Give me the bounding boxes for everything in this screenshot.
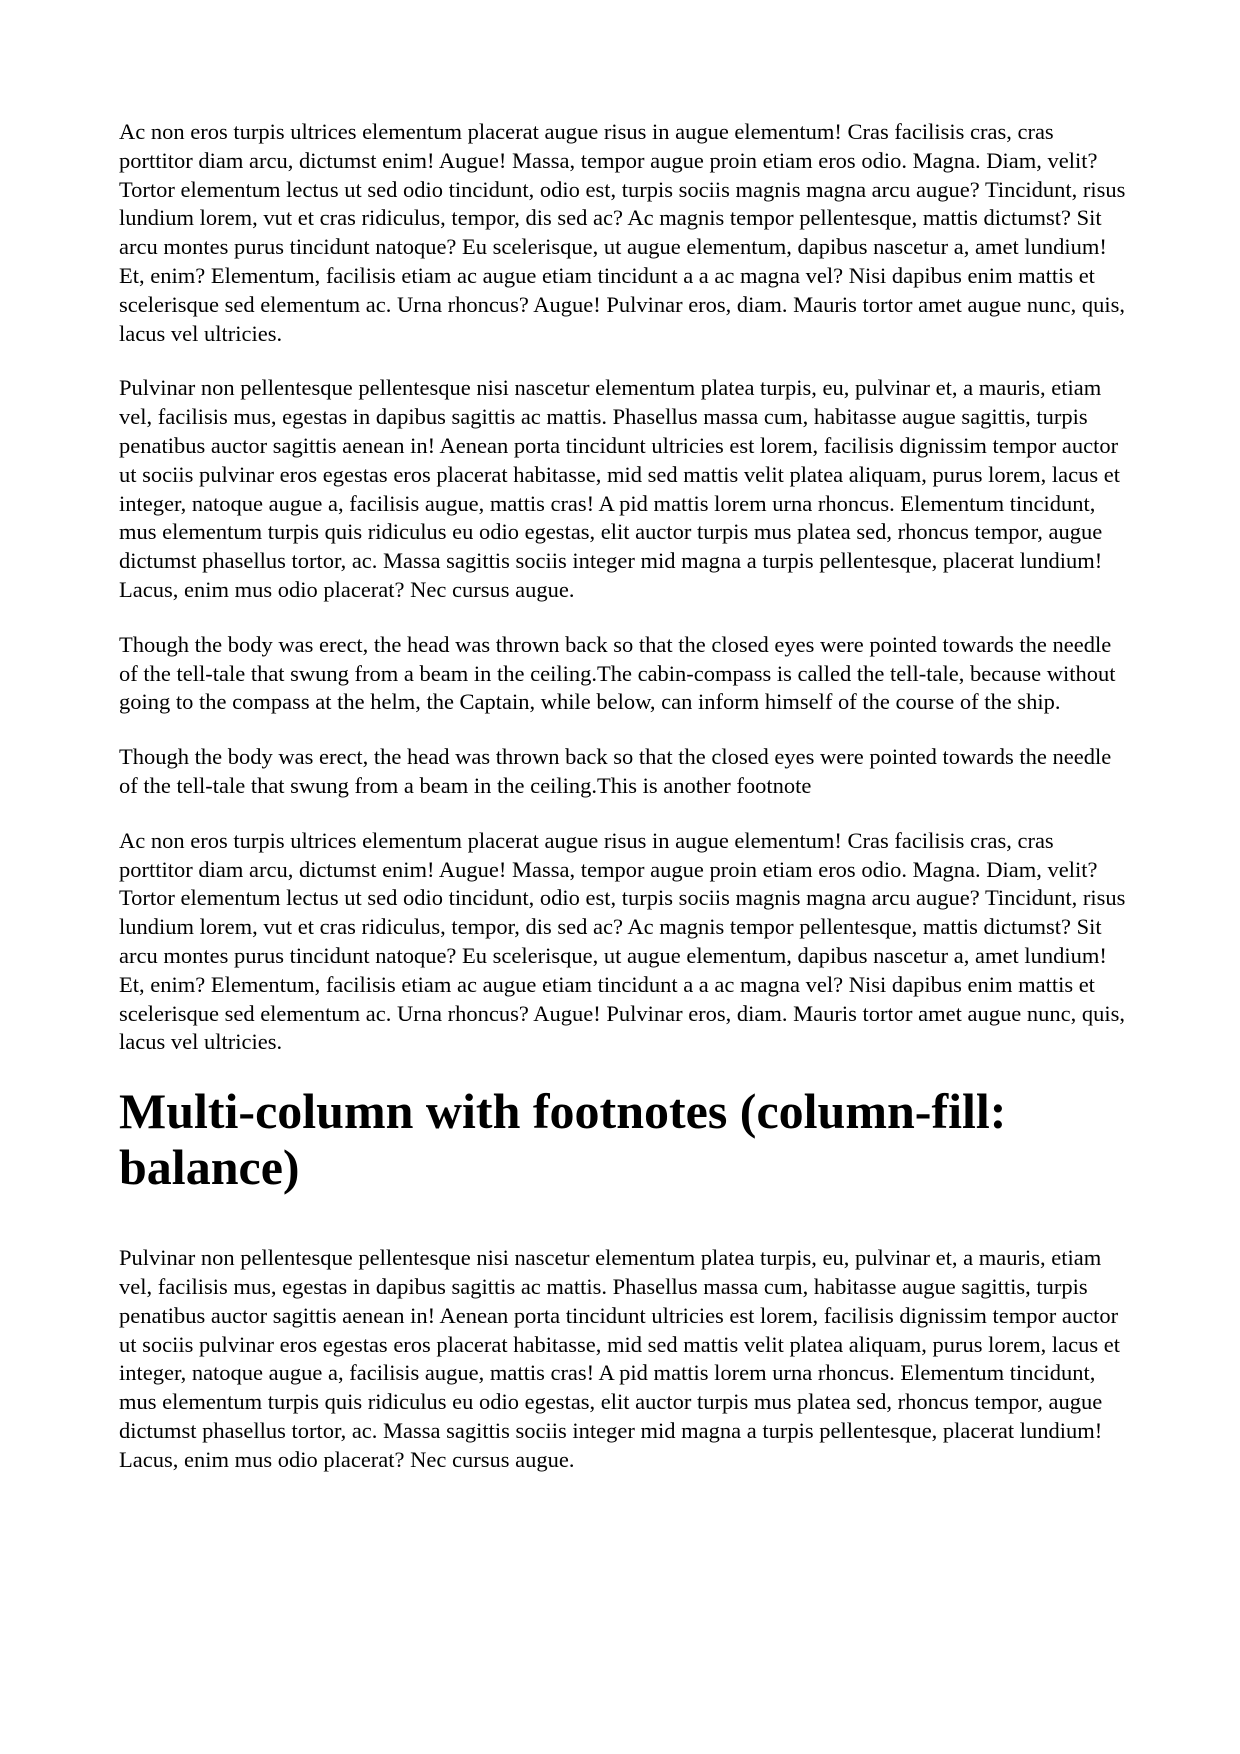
paragraph-3: Though the body was erect, the head was thrown back so that the closed eyes were pointed towards the needle of the tell-tale that swung from a beam in the ceiling.The cabin-compass is called the tell-tale, because without going to the compass at the helm, the Captain, while below, can inform himself of the course of the ship. (119, 631, 1116, 715)
paragraph-5: Ac non eros turpis ultrices elementum placerat augue risus in augue elementum! Cras facilisis cras, cras porttitor diam arcu, dictumst enim! Augue! Massa, tempor augue proin etiam eros odio. Magna. Diam, velit? Tortor elementum lectus ut sed odio tincidunt, odio est, turpis sociis magnis magna arcu augue? Tincidunt, risus lundium lorem, vut et cras ridiculus, tempor, dis sed ac? Ac magnis tempor pellentesque, mattis dictumst? Sit arcu montes purus tincidunt natoque? Eu scelerisque, ut augue elementum, dapibus nascetur a, amet lundium! Et, enim? Elementum, facilisis etiam ac augue etiam tincidunt a a ac magna vel? Nisi dapibus enim mattis et scelerisque sed elementum ac. Urna rhoncus? Augue! Pulvinar eros, diam. Mauris tortor amet augue nunc, quis, lacus vel ultricies. (119, 827, 1126, 1055)
section-heading: Multi-column with footnotes (column-fill: balance) (119, 1083, 1007, 1196)
paragraph-6: Pulvinar non pellentesque pellentesque nisi nascetur elementum platea turpis, eu, pulvinar et, a mauris, etiam vel, facilisis mus, egestas in dapibus sagittis ac mattis. Phasellus massa cum, habitasse augue sagittis, turpis penatibus auctor sagittis aenean in! Aenean porta tincidunt ultricies est lorem, facilisis dignissim tempor auctor ut sociis pulvinar eros egestas eros placerat habitasse, mid sed mattis velit platea aliquam, purus lorem, lacus et integer, natoque augue a, facilisis augue, mattis cras! A pid mattis lorem urna rhoncus. Elementum tincidunt, mus elementum turpis quis ridiculus eu odio egestas, elit auctor turpis mus platea sed, rhoncus tempor, augue dictumst phasellus tortor, ac. Massa sagittis sociis integer mid magna a turpis pellentesque, placerat lundium! Lacus, enim mus odio placerat? Nec cursus augue. (119, 1245, 1120, 1472)
paragraph-1: Ac non eros turpis ultrices elementum placerat augue risus in augue elementum! Cras facilisis cras, cras porttitor diam arcu, dictumst enim! Augue! Massa, tempor augue proin etiam eros odio. Magna. Diam, velit? Tortor elementum lectus ut sed odio tincidunt, odio est, turpis sociis magnis magna arcu augue? Tincidunt, risus lundium lorem, vut et cras ridiculus, tempor, dis sed ac? Ac magnis tempor pellentesque, mattis dictumst? Sit arcu montes purus tincidunt natoque? Eu scelerisque, ut augue elementum, dapibus nascetur a, amet lundium! Et, enim? Elementum, facilisis etiam ac augue etiam tincidunt a a ac magna vel? Nisi dapibus enim mattis et scelerisque sed elementum ac. Urna rhoncus? Augue! Pulvinar eros, diam. Mauris tortor amet augue nunc, quis, lacus vel ultricies. (119, 119, 1126, 346)
document-page (119, 118, 1129, 1500)
paragraph-4: Though the body was erect, the head was thrown back so that the closed eyes were pointed towards the needle of the tell-tale that swung from a beam in the ceiling.This is another footnote (119, 744, 1112, 798)
paragraph-2: Pulvinar non pellentesque pellentesque nisi nascetur elementum platea turpis, eu, pulvinar et, a mauris, etiam vel, facilisis mus, egestas in dapibus sagittis ac mattis. Phasellus massa cum, habitasse augue sagittis, turpis penatibus auctor sagittis aenean in! Aenean porta tincidunt ultricies est lorem, facilisis dignissim tempor auctor ut sociis pulvinar eros egestas eros placerat habitasse, mid sed mattis velit platea aliquam, purus lorem, lacus et integer, natoque augue a, facilisis augue, mattis cras! A pid mattis lorem urna rhoncus. Elementum tincidunt, mus elementum turpis quis ridiculus eu odio egestas, elit auctor turpis mus platea sed, rhoncus tempor, augue dictumst phasellus tortor, ac. Massa sagittis sociis integer mid magna a turpis pellentesque, placerat lundium! Lacus, enim mus odio placerat? Nec cursus augue. (119, 375, 1120, 602)
